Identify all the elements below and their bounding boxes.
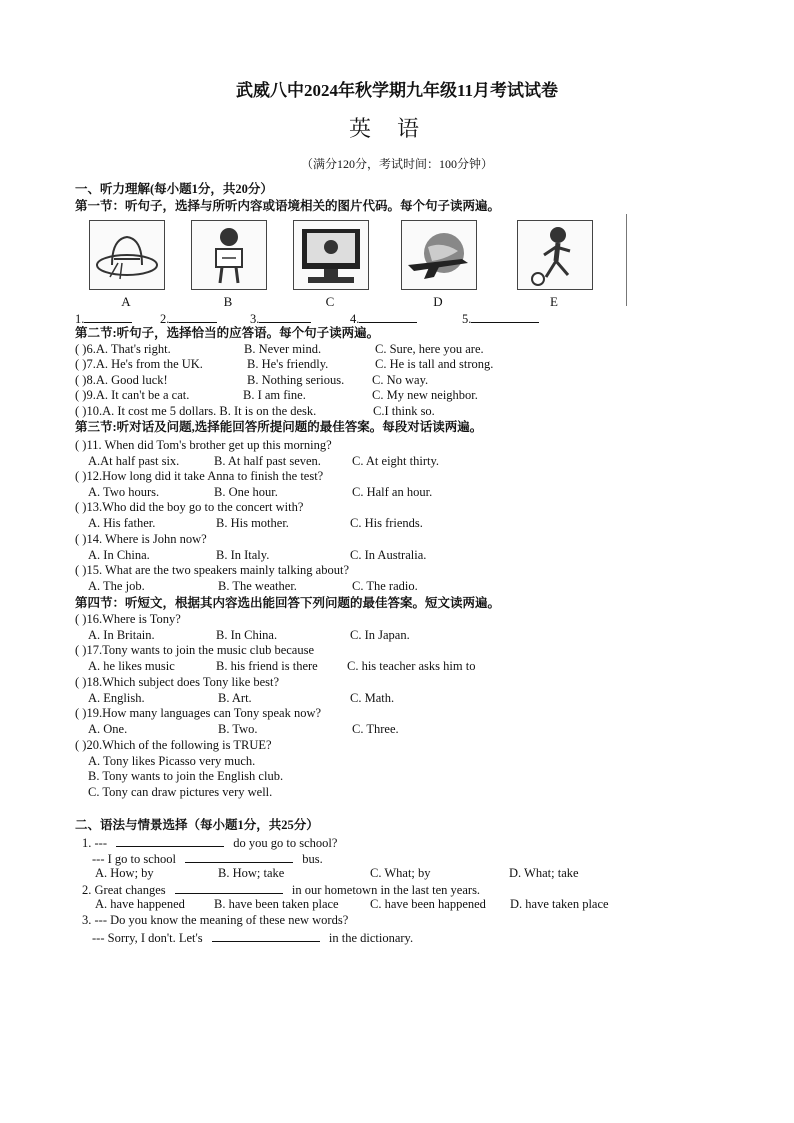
- q16-option-b: B. In China.: [216, 628, 278, 642]
- exam-title: 武威八中2024年秋学期九年级11月考试试卷: [235, 81, 559, 100]
- question-13: ( )13.Who did the boy go to the concert with?: [75, 500, 304, 514]
- question-14: ( )14. Where is John now?: [75, 532, 207, 546]
- grammar-q1-line1: 1. --- do you go to school?: [82, 836, 338, 850]
- question-16: ( )16.Where is Tony?: [75, 612, 181, 626]
- q14-option-c: C. In Australia.: [350, 548, 427, 562]
- q9-option-c: C. My new neighbor.: [372, 388, 478, 402]
- q11-option-b: B. At half past seven.: [214, 454, 321, 468]
- grammar-q3-line1: 3. --- Do you know the meaning of these new words?: [82, 913, 349, 927]
- grammar-q2-blank[interactable]: [175, 881, 283, 894]
- question-12: ( )12.How long did it take Anna to finish the test?: [75, 469, 324, 483]
- grammar-q2-option-d: D. have taken place: [510, 897, 609, 911]
- part1-heading: 一、听力理解(每小题1分，共20分）: [75, 182, 273, 196]
- grammar-q2-line1: 2. Great changes in our hometown in the last ten years.: [82, 883, 481, 897]
- q14-option-a: A. In China.: [88, 548, 150, 562]
- answer-blank-2[interactable]: 2.: [160, 310, 217, 327]
- q7-option-b: B. He's friendly.: [247, 357, 329, 371]
- q13-option-a: A. His father.: [88, 516, 156, 530]
- q10-option-c: C.I think so.: [373, 404, 435, 418]
- answer-blank-1[interactable]: 1.: [75, 310, 132, 327]
- grammar-q1-option-d: D. What; take: [509, 866, 579, 880]
- question-17: ( )17.Tony wants to join the music club because: [75, 643, 315, 657]
- picture-label-c: C: [325, 294, 335, 309]
- question-15: ( )15. What are the two speakers mainly talking about?: [75, 563, 349, 577]
- q15-option-c: C. The radio.: [352, 579, 418, 593]
- q11-option-c: C. At eight thirty.: [352, 454, 440, 468]
- q13-option-c: C. His friends.: [350, 516, 423, 530]
- picture-strip: [75, 214, 627, 310]
- question-11: ( )11. When did Tom's brother get up this morning?: [75, 438, 332, 452]
- q16-option-c: C. In Japan.: [350, 628, 410, 642]
- picture-label-a: A: [121, 294, 131, 309]
- q20-option-b: B. Tony wants to join the English club.: [88, 769, 284, 783]
- question-6: ( )6.A. That's right.: [75, 342, 171, 356]
- q19-option-b: B. Two.: [218, 722, 258, 736]
- question-20: ( )20.Which of the following is TRUE?: [75, 738, 272, 752]
- q15-option-b: B. The weather.: [218, 579, 297, 593]
- computer-icon: [293, 220, 369, 290]
- picture-label-b: B: [223, 294, 233, 309]
- q8-option-b: B. Nothing serious.: [247, 373, 345, 387]
- q8-option-c: C. No way.: [372, 373, 429, 387]
- q18-option-b: B. Art.: [218, 691, 252, 705]
- section3-heading: 第三节:听对话及问题,选择能回答所提问题的最佳答案。每段对话读两遍。: [75, 420, 483, 434]
- q15-option-a: A. The job.: [88, 579, 145, 593]
- boy-soccer-icon: [517, 220, 593, 290]
- grammar-q3-line2: --- Sorry, I don't. Let's in the dictionary.: [92, 931, 414, 945]
- q16-option-a: A. In Britain.: [88, 628, 155, 642]
- q20-option-c: C. Tony can draw pictures very well.: [88, 785, 273, 799]
- hat-icon: [89, 220, 165, 290]
- answer-blank-4[interactable]: 4.: [350, 310, 417, 327]
- q19-option-a: A. One.: [88, 722, 128, 736]
- picture-label-e: E: [550, 294, 558, 309]
- grammar-q2-option-a: A. have happened: [95, 897, 185, 911]
- grammar-q1-line2: --- I go to school bus.: [92, 852, 323, 866]
- section4-heading: 第四节：听短文，根据其内容选出能回答下列问题的最佳答案。短文读两遍。: [75, 596, 501, 610]
- grammar-q1-option-b: B. How; take: [218, 866, 285, 880]
- question-10: ( )10.A. It cost me 5 dollars. B. It is on the desk.: [75, 404, 317, 418]
- q7-option-c: C. He is tall and strong.: [375, 357, 494, 371]
- question-18: ( )18.Which subject does Tony like best?: [75, 675, 280, 689]
- girl-sign-icon: [191, 220, 267, 290]
- q14-option-b: B. In Italy.: [216, 548, 270, 562]
- q6-option-c: C. Sure, here you are.: [375, 342, 484, 356]
- q12-option-a: A. Two hours.: [88, 485, 160, 499]
- subject-title: 英语: [348, 116, 445, 141]
- q17-option-a: A. he likes music: [88, 659, 175, 673]
- q12-option-b: B. One hour.: [214, 485, 278, 499]
- part2-heading: 二、语法与情景选择（每小题1分，共25分）: [75, 818, 319, 832]
- q12-option-c: C. Half an hour.: [352, 485, 433, 499]
- grammar-q1-option-c: C. What; by: [370, 866, 431, 880]
- grammar-q1-blank2[interactable]: [185, 850, 293, 863]
- section1-heading: 第一节：听句子，选择与所听内容或语境相关的图片代码。每个句子读两遍。: [75, 199, 501, 213]
- question-8: ( )8.A. Good luck!: [75, 373, 168, 387]
- exam-info: （满分120分，考试时间：100分钟）: [300, 157, 493, 171]
- question-9: ( )9.A. It can't be a cat.: [75, 388, 190, 402]
- q11-option-a: A.At half past six.: [88, 454, 180, 468]
- grammar-q1-blank1[interactable]: [116, 834, 224, 847]
- q19-option-c: C. Three.: [352, 722, 399, 736]
- q17-option-c: C. his teacher asks him to: [347, 659, 476, 673]
- q20-option-a: A. Tony likes Picasso very much.: [88, 754, 256, 768]
- question-7: ( )7.A. He's from the UK.: [75, 357, 203, 371]
- section2-heading: 第二节:听句子，选择恰当的应答语。每个句子读两遍。: [75, 326, 380, 340]
- grammar-q2-option-c: C. have been happened: [370, 897, 486, 911]
- q6-option-b: B. Never mind.: [244, 342, 322, 356]
- q13-option-b: B. His mother.: [216, 516, 289, 530]
- q9-option-b: B. I am fine.: [243, 388, 306, 402]
- grammar-q1-option-a: A. How; by: [95, 866, 154, 880]
- q17-option-b: B. his friend is there: [216, 659, 318, 673]
- q18-option-a: A. English.: [88, 691, 145, 705]
- grammar-q3-blank[interactable]: [212, 929, 320, 942]
- picture-label-d: D: [433, 294, 443, 309]
- divider-line: [626, 214, 627, 306]
- q18-option-c: C. Math.: [350, 691, 395, 705]
- plane-globe-icon: [401, 220, 477, 290]
- grammar-q2-option-b: B. have been taken place: [214, 897, 339, 911]
- answer-blank-5[interactable]: 5.: [462, 310, 539, 327]
- question-19: ( )19.How many languages can Tony speak now?: [75, 706, 322, 720]
- answer-blank-3[interactable]: 3.: [250, 310, 311, 327]
